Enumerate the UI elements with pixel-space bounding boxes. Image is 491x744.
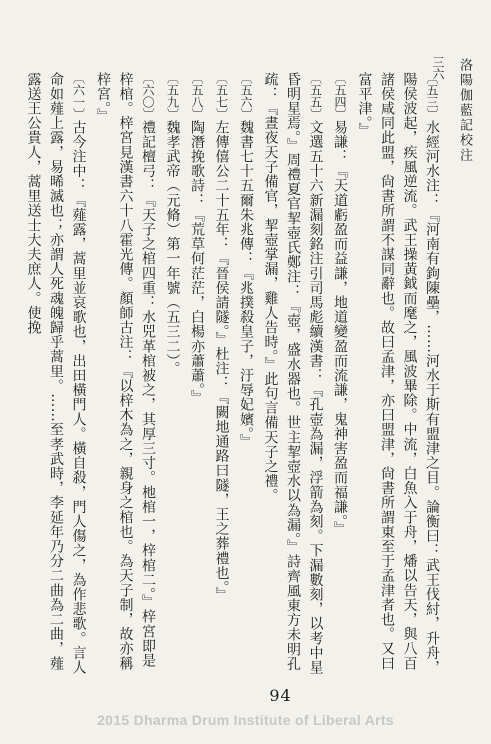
note-number: 〔五六〕 bbox=[239, 72, 253, 120]
page-number: 94 bbox=[269, 686, 292, 705]
running-title: 洛陽伽藍記校注 bbox=[457, 58, 472, 163]
note-text: 易謙：『天道虧盈而益謙，地道變盈而流謙，鬼神害盈而福謙。』 bbox=[332, 120, 348, 537]
note-text: 左傳僖公二十五年：『晉侯請隧。』杜注：『闕地通路曰隧，王之葬禮也。』 bbox=[213, 120, 230, 603]
note-number: 〔五七〕 bbox=[214, 72, 229, 120]
chinese-page-label: 三六 bbox=[431, 56, 445, 80]
note-number: 〔五八〕 bbox=[190, 72, 204, 120]
note-number: 〔六〇〕 bbox=[141, 72, 155, 120]
note-text: 水經河水注：『河南有鉤陳壘，……河水于斯有盟津之目。論衡曰：武王伐紂，升舟，陽侯波起，疾風逆流。武王操黃鉞而麾之，風波畢除。中流，白魚入于舟，燔以告天，與八百諸侯咸同此盟，尙書所謂不謀同辭也。故曰孟津，亦曰盟津，尙書所謂東至于孟津者也。又曰富平津。』 bbox=[356, 72, 440, 675]
note-number: 〔五五〕 bbox=[308, 72, 323, 120]
note-text: 文選五十六新漏刻銘注引司馬彪續漢書：『孔壺為漏，浮箭為刻。下漏數刻，以考中星昏明星焉。』周禮夏官挈壺氏鄭注：『壺，盛水器也。世主挈壺水以為漏。』詩齊風東方未明孔疏：『晝夜天子備官，挈壺掌漏，雞人告時。』此句言備天子之禮。 bbox=[262, 72, 324, 675]
note-56 bbox=[235, 72, 258, 676]
note-55 bbox=[259, 72, 327, 676]
annotation-text-body bbox=[25, 72, 443, 676]
note-60 bbox=[92, 72, 160, 676]
note-text: 陶潛挽歌詩：『荒草何茫茫，白楊亦蕭蕭。』 bbox=[189, 120, 205, 405]
note-number: 〔五九〕 bbox=[165, 72, 180, 120]
note-57 bbox=[210, 72, 233, 676]
note-61 bbox=[22, 72, 90, 676]
note-number: 〔五三〕 bbox=[425, 72, 439, 120]
note-number: 〔六一〕 bbox=[71, 72, 86, 120]
note-number: 〔五四〕 bbox=[333, 72, 347, 120]
watermark-text: 2015 Dharma Drum Institute of Liberal Arts bbox=[97, 712, 394, 728]
note-text: 禮記檀弓：『天子之棺四重：水兕革棺被之，其厚三寸。杝棺一，梓棺二。』梓宮即是梓棺。梓宮見漢書六十八霍光傳。顏師古注：『以梓木為之，親身之棺也。為天子制，故亦稱梓宮。』 bbox=[95, 72, 156, 671]
note-59 bbox=[161, 72, 184, 676]
note-53 bbox=[353, 72, 443, 676]
note-text: 魏書七十五爾朱兆傳：『兆撲殺皇子，汙辱妃嬪。』 bbox=[238, 120, 254, 449]
note-58 bbox=[186, 72, 209, 676]
note-text: 魏孝武帝（元脩）第一年號（五三二）。 bbox=[164, 120, 181, 376]
note-54 bbox=[329, 72, 352, 676]
note-text: 古今注中：『薤露，蒿里並哀歌也，出田橫門人。橫自殺，門人傷之，為作悲歌。言人命如薤上露，易晞滅也；亦謂人死魂魄歸乎蒿里。……至孝武時，李延年乃分二曲為二曲，薤露送王公貴人，蒿里送士大夫庶人。使挽 bbox=[25, 72, 87, 675]
